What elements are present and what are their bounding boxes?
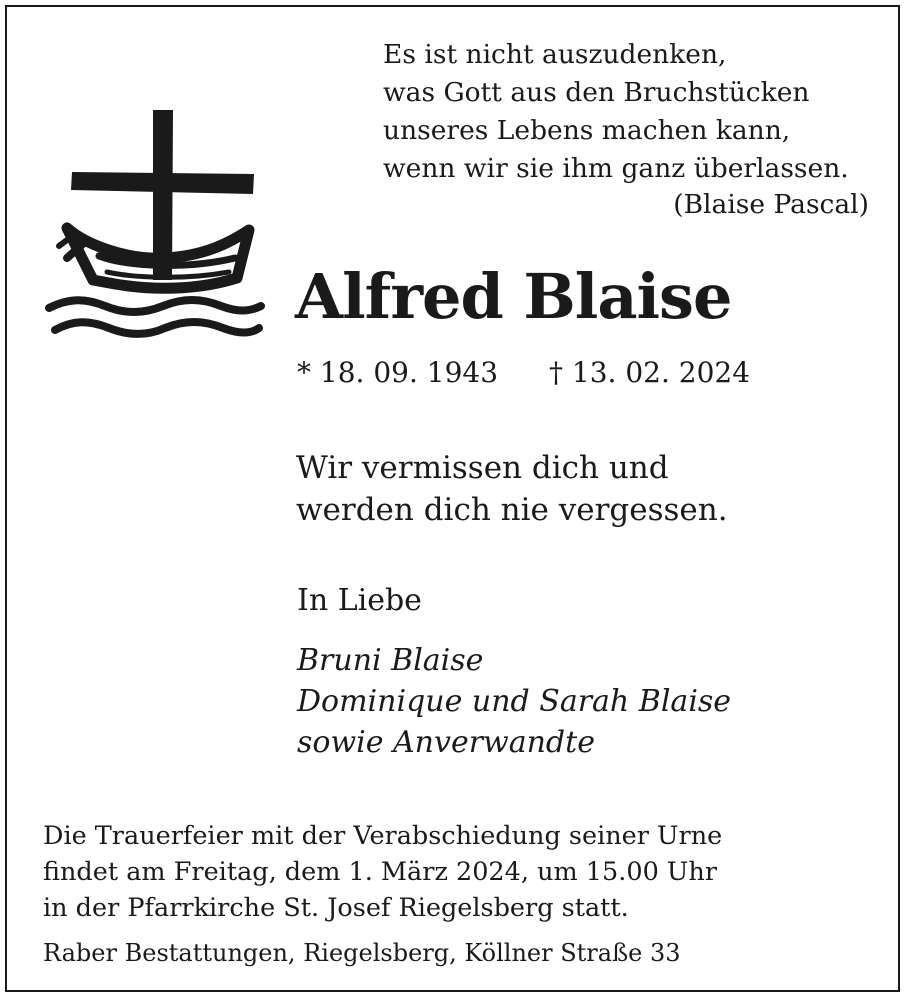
quote [383,36,849,188]
memorial-message [296,447,728,531]
service-info [43,818,722,926]
undertaker-info: Raber Bestattungen, Riegelsberg, Köllner Straße 33 [43,939,681,967]
service-line: findet am Freitag, dem 1. März 2024, um 15.00 Uhr [43,857,718,887]
family-list [297,640,731,763]
family-member: Dominique und Sarah Blaise [297,684,732,719]
message-line: werden dich nie vergessen. [296,492,728,528]
family-member: sowie Anverwandte [297,725,595,760]
birth-date: * 18. 09. 1943 [297,356,499,389]
quote-line: unseres Lebens machen kann, [383,115,791,146]
service-line: Die Trauerfeier mit der Verabschiedung seiner Urne [43,821,723,851]
deceased-name: Alfred Blaise [295,260,732,333]
death-date: † 13. 02. 2024 [549,356,751,389]
quote-line: wenn wir sie ihm ganz überlassen. [383,153,849,184]
quote-line: was Gott aus den Bruchstücken [383,77,810,108]
service-line: in der Pfarrkirche St. Josef Riegelsberg statt. [43,893,629,923]
message-line: Wir vermissen dich und [296,450,669,486]
quote-line: Es ist nicht auszudenken, [383,39,727,70]
signoff: In Liebe [297,583,422,618]
family-member: Bruni Blaise [297,643,484,678]
quote-source: (Blaise Pascal) [673,189,869,220]
cross-boat-waves-icon [45,108,265,340]
